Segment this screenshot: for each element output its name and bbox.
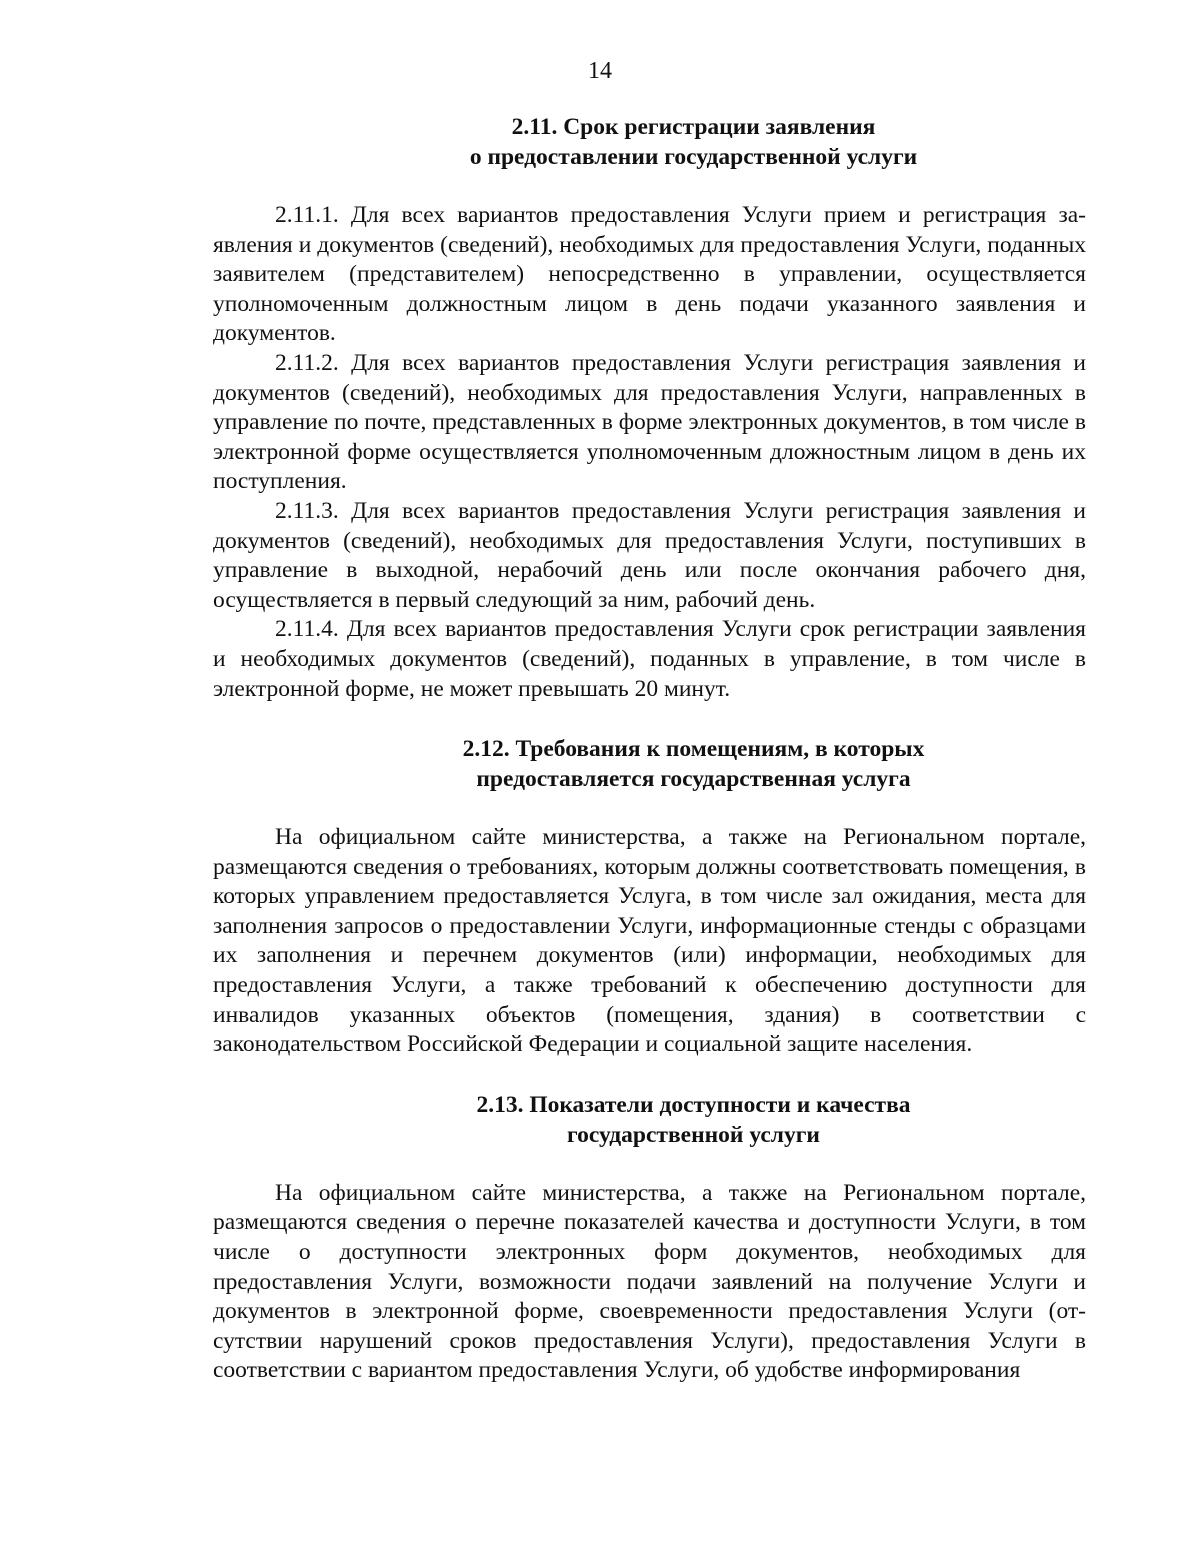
- paragraph-2-11-3: 2.11.3. Для всех вариантов предоставления Услуги регистрация заявления и документов (сведений), необходимых для предоставления Услуги, поступивших в управление в выходной, нерабочий день или после окончания рабочего дня, осуществляется в первый следующий за ним, рабочий день.: [213, 497, 1086, 613]
- paragraph-2-12: На официальном сайте министерства, а также на Региональном портале, размещаются сведения о требованиях, которым должны соответствовать помещения, в которых управлением предоставляется Услуга, в том числе зал ожидания, места для заполнения запросов о предоставлении Услуги, информационные стенды с образцами их заполнения и перечнем документов (или) информации, необходимых для предоставления Услуги, а также требований к обеспечению доступности для инвалидов указанных объектов (помещения, здания) в соответствии с законодательством Российской Федерации и социальной защите населения.: [213, 824, 1086, 1058]
- page-number: 14: [588, 58, 612, 84]
- heading-line: предоставляется государственная услуга: [476, 766, 911, 793]
- heading-line: 2.12. Требования к помещениям, в которых: [462, 736, 925, 763]
- section-2-13: [213, 1090, 1086, 1386]
- heading-line: государственной услуги: [567, 1121, 820, 1148]
- section-2-12: [213, 734, 1086, 1060]
- section-heading: [213, 734, 1086, 794]
- heading-line: 2.11. Срок регистрации заявления: [511, 114, 876, 140]
- heading-line: 2.13. Показатели доступности и качества: [476, 1091, 911, 1118]
- section-heading: [213, 1090, 1086, 1150]
- section-2-11: [213, 112, 1086, 704]
- document-body: [213, 112, 1086, 1386]
- paragraph-2-11-1: 2.11.1. Для всех вариантов предоставления Услуги прием и регистрация заявления и документов (сведений), необходимых для предоставления Услуги, поданных заявителем (представителем) непосредственно в управлении, осуществляется уполномоченным должностным лицом в день подачи указанного заявления и документов.: [213, 202, 1086, 347]
- heading-line: о предоставлении государственной услуги: [469, 144, 918, 170]
- section-heading: [213, 112, 1086, 172]
- paragraph-2-11-2: 2.11.2. Для всех вариантов предоставления Услуги регистрация заявления и документов (сведений), необходимых для предоставления Услуги, направленных в управление по почте, представленных в форме электронных документов, в том числе в электронной форме осуществляется уполномоченным дложностным лицом в день их поступления.: [213, 349, 1086, 495]
- paragraph-2-13: На официальном сайте министерства, а также на Региональном портале, размещаются сведения о перечне показателей качества и доступности Услуги, в том числе о доступности электронных форм документов, необходимых для предоставления Услуги, возможности подачи заявлений на получение Услуги и документов в электронной форме, своевременности предоставления Услуги (отсутствии нарушений сроков предоставления Услуги), предоставления Услуги в соответствии с вариантом предоставления Услуги, об удобстве информирования: [213, 1179, 1086, 1384]
- paragraph-2-11-4: 2.11.4. Для всех вариантов предоставления Услуги срок регистрации заявления и необходимых документов (сведений), поданных в управление, в том числе в электронной форме, не может превышать 20 минут.: [213, 616, 1086, 702]
